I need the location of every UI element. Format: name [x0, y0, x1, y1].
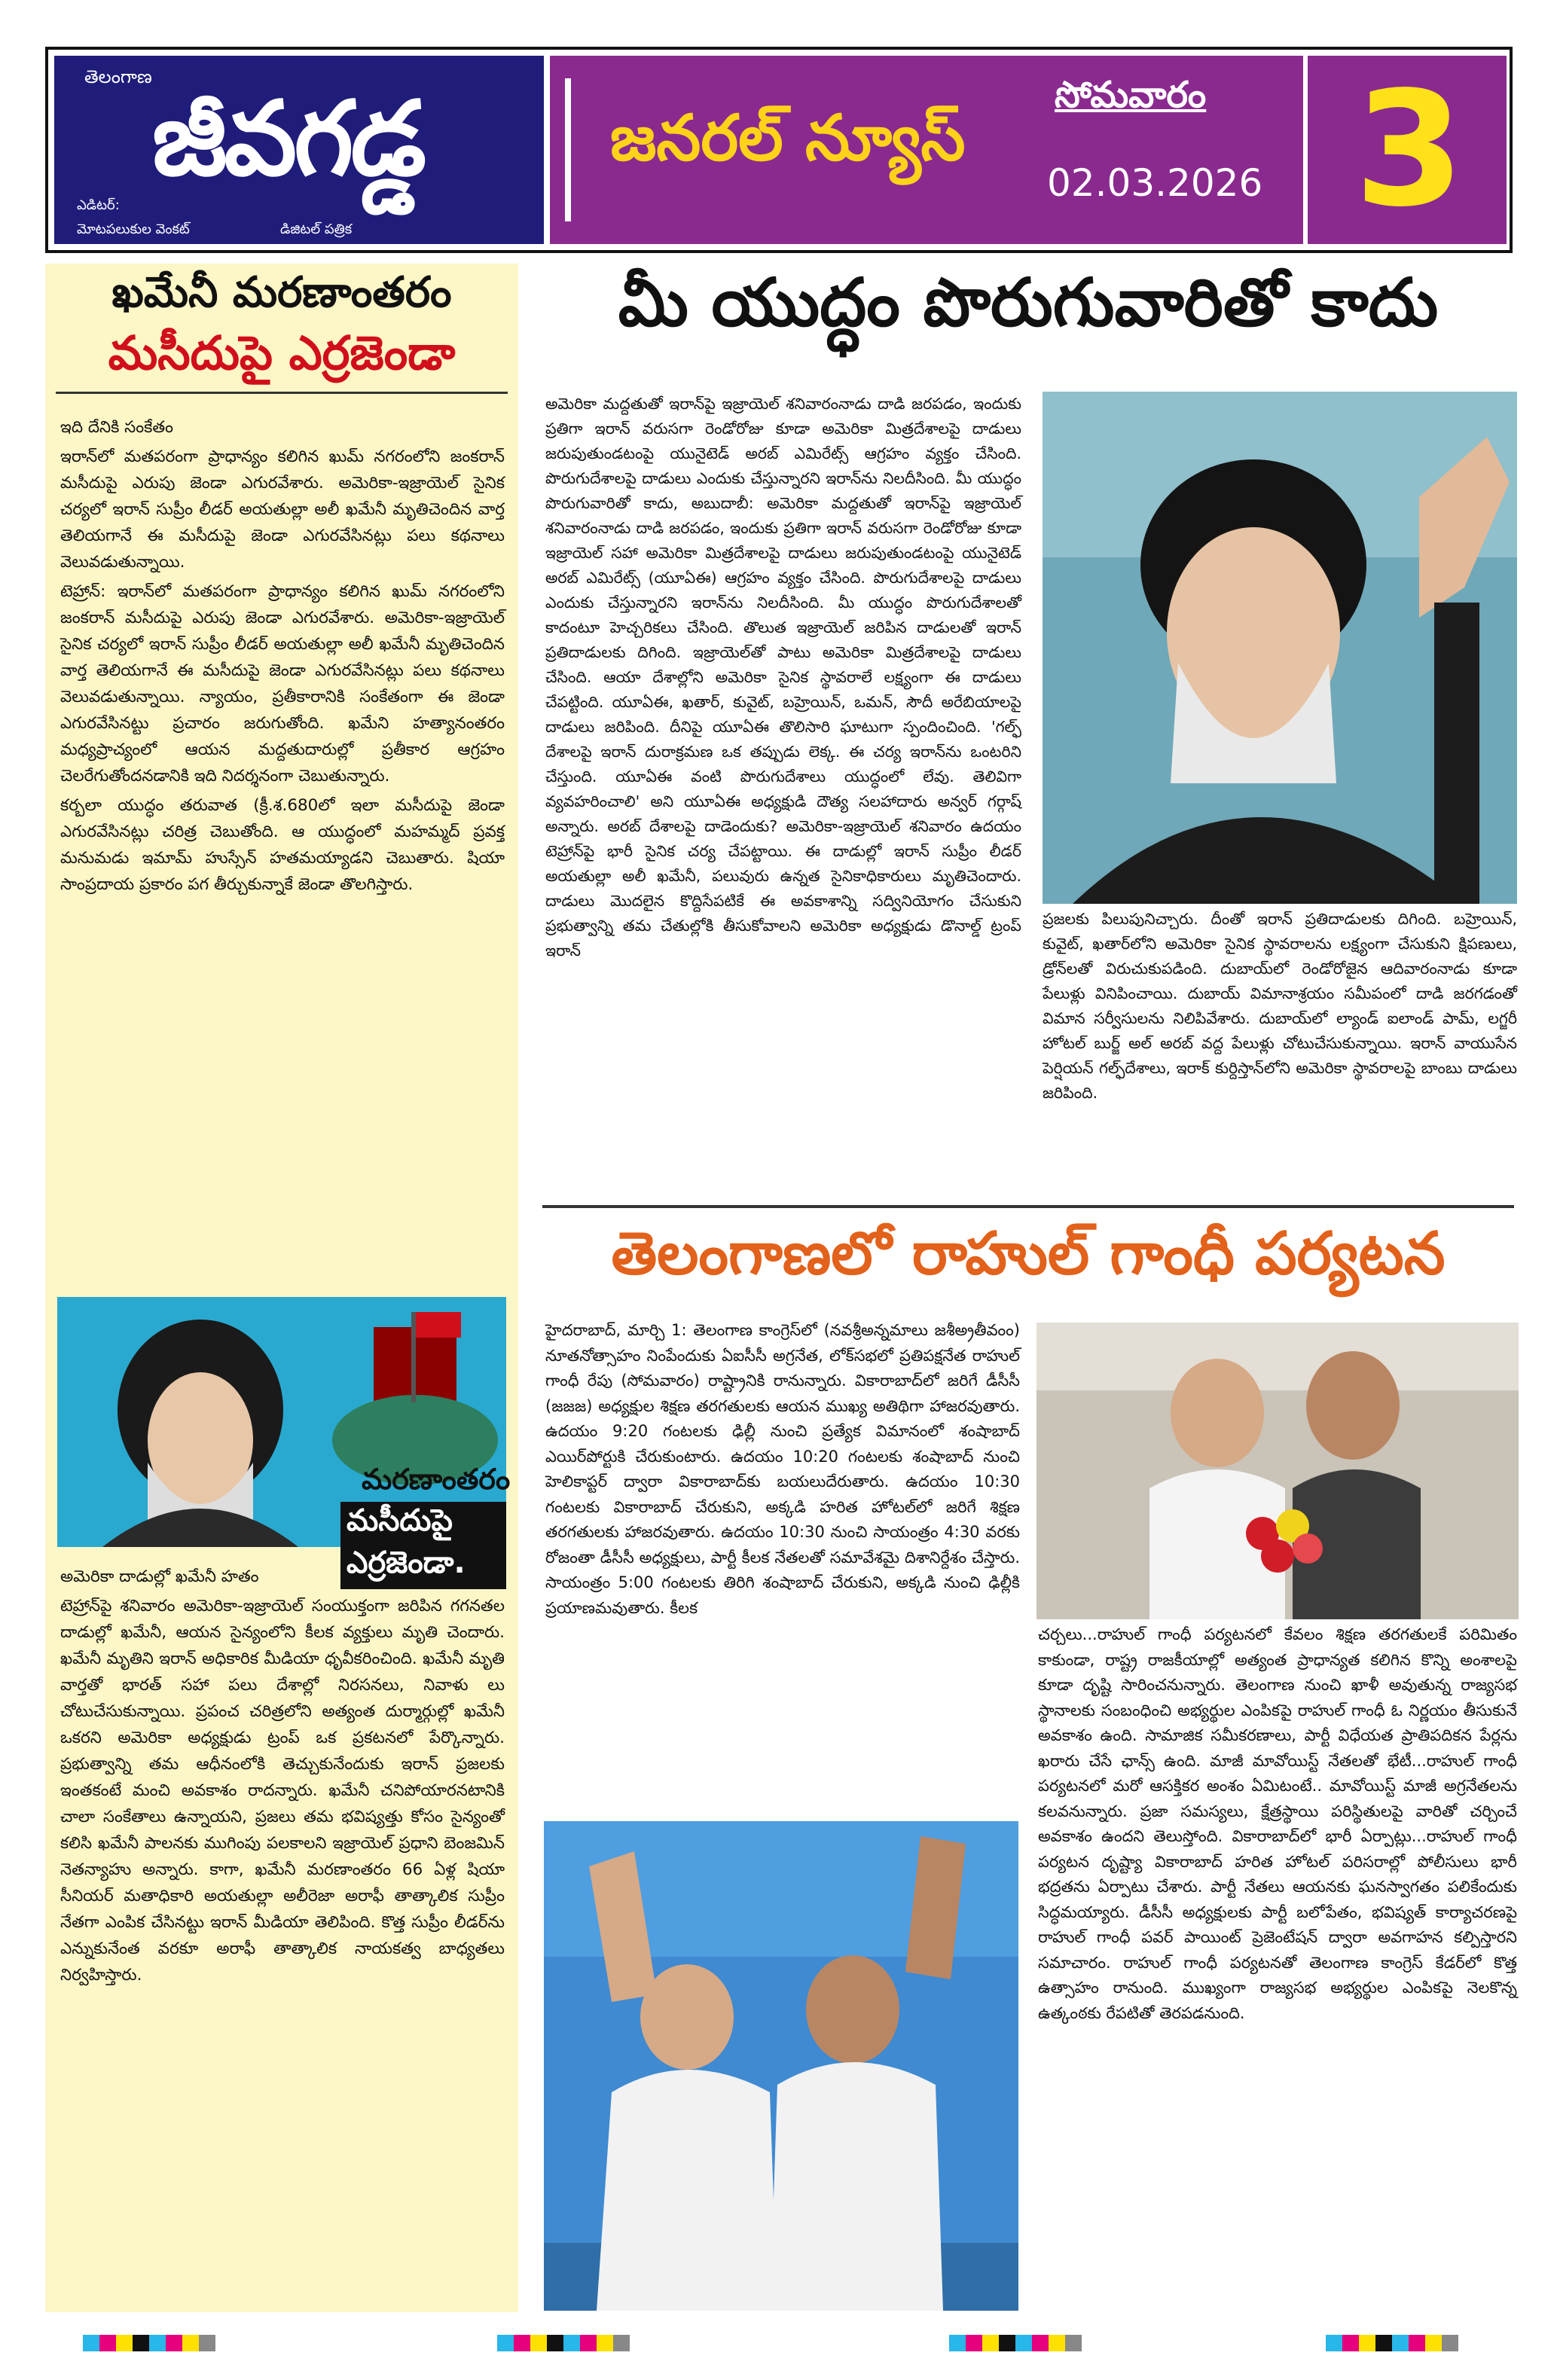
left-para-6: టెహ్రాన్‌పై శనివారం అమెరికా-ఇజ్రాయెల్ సంయుక్తంగా జరిపిన గగనతల దాడుల్లో ఖమేనీ, ఆయన సైన్యంలోని కీలక వ్యక్తులు మృతి చెందారు. ఖమేనీ మృతిని ఇరాన్ అధికారిక మీడియా ధృవీకరించింది. ఖమేనీ మృతి వార్తతో భారత్ సహా పలు దేశాల్లో నిరసనలు, నివాళు లు చోటుచేసుకున్నాయి. ప్రపంచ చరిత్రలోని అత్యంత దుర్మార్గుల్లో ఖమేనీ ఒకరని అమెరికా అధ్యక్షుడు ట్రంప్ ఒక ప్రకటనలో పేర్కొన్నారు. ప్రభుత్వాన్ని తమ ఆధీనంలోకి తెచ్చుకునేందుకు ఇరాన్ ప్రజలకు ఇంతకంటే మంచి అవకాశం రాదన్నారు. ఖమేనీ చనిపోయారనటానికి చాలా సంకేతాలు ఉన్నాయని, ప్రజలు తమ భవిష్యత్తు కోసం సైన్యంతో కలిసి ఖమేనీ పాలనకు ముగింపు పలకాలని ఇజ్రాయెల్ ప్రధాని బెంజమిన్ నెతన్యాహు అన్నారు. కాగా, ఖమేనీ మరణాంతరం 66 ఏళ్ల షియా సీనియర్ మతాధికారి అయతుల్లా అలీరెజా అరాఫీ తాత్కాలిక సుప్రీం నేతగా ఎంపిక చేసినట్టు ఇరాన్ మీడియా తెలిపింది. కొత్త సుప్రీం లీడర్‌ను ఎన్నుకునేంత వరకూ అరాఫీ తాత్కాలిక నాయకత్వ బాధ్యతలు నిర్వహిస్తారు. [60, 1597, 505, 1985]
page-number: 3 [1303, 56, 1511, 244]
story2-headline: తెలంగాణలో రాహుల్ గాంధీ పర్యటన [611, 1220, 1446, 1288]
day-name: సోమవారం [1055, 74, 1207, 116]
khamenei-photo [1043, 392, 1517, 904]
story1-column-1: అమెరికా మద్దతుతో ఇరాన్‌పై ఇజ్రాయెల్ శనివారంనాడు దాడి జరపడం, ఇందుకు ప్రతిగా ఇరాన్ వరుసగా రెండోరోజు కూడా అమెరికా మిత్రదేశాలపై దాడులు జరుపుతుండటంపై యునైటెడ్ అరబ్ ఎమిరేట్స్ ఆగ్రహం వ్యక్తం చేసింది. పొరుగుదేశాలపై దాడులు ఎందుకు చేస్తున్నారని ఇరాన్‌ను నిలదీసింది. మీ యుద్ధం పొరుగువారితో కాదు, అబుదాబీ: అమెరికా మద్దతుతో ఇరాన్‌పై ఇజ్రాయెల్ శనివారంనాడు దాడి జరపడం, ఇందుకు ప్రతిగా ఇరాన్ వరుసగా రెండోరోజు కూడా ఇజ్రాయెల్ సహా అమెరికా మిత్రదేశాలపై దాడులు జరుపుతుండటంపై యునైటెడ్ అరబ్ ఎమిరేట్స్ (యూఏఈ) ఆగ్రహం వ్యక్తం చేసింది. పొరుగుదేశాలపై దాడులు ఎందుకు చేస్తున్నారని ఇరాన్‌ను నిలదీసింది. మీ యుద్ధం పొరుగుదేశాలతో కాదంటూ హెచ్చరికలు చేసింది. తొలుత ఇజ్రాయెల్ జరిపిన దాడులతో ఇరాన్ ప్రతిదాడులకు దిగింది. ఇజ్రాయెల్‌తో పాటు అమెరికా మిత్రదేశాలపై దాడులు చేసింది. ఆయా దేశాల్లోని అమెరికా సైనిక స్థావరాలే లక్ష్యంగా ఈ దాడులు చేపట్టింది. యూఏఈ, ఖతార్, కువైట్, బహ్రెయిన్, ఒమన్, సౌదీ అరేబియాలపై దాడులు జరిపింది. దీనిపై యూఏఈ తొలిసారి ఘాటుగా స్పందించింది. 'గల్ఫ్ దేశాలపై ఇరాన్ దురాక్రమణ ఒక తప్పుడు లెక్క. ఈ చర్య ఇరాన్‌ను ఒంటరిని చేస్తుంది. యూఏఈ వంటి పొరుగుదేశాలు యుద్ధంలో లేవు. తెలివిగా వ్యవహరించాలి' అని యూఏఈ అధ్యక్షుడి దౌత్య సలహాదారు అన్వర్ గర్గాష్ అన్నారు. అరబ్ దేశాలపై దాడెందుకు? అమెరికా-ఇజ్రాయెల్ శనివారం ఉదయం టెహ్రాన్‌పై భారీ సైనిక చర్య చేపట్టాయి. ఈ దాడుల్లో ఇరాన్ సుప్రీం లీడర్ అయతుల్లా అలీ ఖమేనీ, పలువురు ఉన్నత సైనికాధికారులు మృతిచెందారు. దాడులు మొదలైన కొద్దిసేపటికే ఈ అవకాశాన్ని సద్వినియోగం చేసుకుని ప్రభుత్వాన్ని తమ చేతుల్లోకి తీసుకోవాలని అమెరికా అధ్యక్షుడు డొనాల్డ్ ట్రంప్ ఇరాన్ [545, 395, 1021, 960]
color-registration-strip [497, 2335, 630, 2354]
brand-block [54, 56, 544, 244]
left-headline-line2: మసీదుపై ఎర్రజెండా [108, 325, 456, 380]
left-para-4: కర్బలా యుద్ధం తరువాత (క్రీ.శ.680లో ఇలా మసీదుపై జెండా ఎగురవేసినట్లు చరిత్ర చెబుతోంది. ఆ యుద్ధంలో మహమ్మద్ ప్రవక్త మనుమడు ఇమామ్ హుస్సేన్ హతమయ్యాడని చెబుతారు. షియా సాంప్రదాయ ప్రకారం పగ తీర్చుకున్నాకే జెండా తొలగిస్తారు. [60, 796, 505, 894]
left-article-top [60, 414, 505, 901]
color-registration-strip [949, 2335, 1082, 2354]
section-title: జనరల్ న్యూస్ [610, 101, 966, 175]
left-para-2: ఇరాన్‌లో మతపరంగా ప్రాధాన్యం కలిగిన ఖుమ్ నగరంలోని జంకరాన్ మసీదుపై ఎరుపు జెండా ఎగురవేశారు. అమెరికా-ఇజ్రాయెల్ సైనిక చర్యలో ఇరాన్ సుప్రీం లీడర్ అయతుల్లా అలీ ఖమేనీ మృతిచెందిన వార్త తెలియగానే ఈ మసీదుపై జెండా ఎగురవేసినట్లు పలు కథనాలు వెలువడుతున్నాయి. [60, 447, 505, 572]
left-para-5: అమెరికా దాడుల్లో ఖమేనీ హతం [60, 1567, 259, 1586]
color-registration-strip [1326, 2335, 1458, 2354]
newspaper-logo: జీవగడ్డ [152, 78, 424, 199]
left-article-bottom [60, 1564, 505, 1991]
photo-overlay-subtitle: మసీదుపై ఎర్రజెండా. [340, 1502, 506, 1589]
left-column [45, 264, 518, 2312]
story1-column-2: ప్రజలకు పిలుపునిచ్చారు. దీంతో ఇరాన్ ప్రతిదాడులకు దిగింది. బహ్రెయిన్, కువైట్, ఖతార్‌లోని అమెరికా సైనిక స్థావరాలను లక్ష్యంగా చేసుకుని క్షిపణులు, డ్రోన్‌లతో విరుచుకుపడింది. దుబాయ్‌లో రెండోరోజైన ఆదివారంనాడు కూడా పేలుళ్లు వినిపించాయి. దుబాయ్ విమానాశ్రయం సమీపంలో దాడి జరగడంతో విమాన సర్వీసులను నిలిపివేశారు. దుబాయ్‌లో ల్యాండ్ ఐలాండ్ పామ్, లగ్జరీ హోటల్ బుర్జ్ అల్ అరబ్ వద్ద పేలుళ్లు చోటుచేసుకున్నాయి. ఇరాన్ వాయుసేన పెర్షియన్ గల్ఫ్‌దేశాలు, ఇరాక్ కుర్దిస్తాన్‌లోని అమెరికా స్థావరాలపై బాంబు దాడులు జరిపింది. [1043, 910, 1517, 1102]
rahul-revanth-waving-photo [544, 1821, 1018, 2311]
left-headline-line1: ఖమేనీ మరణాంతరం [111, 268, 452, 317]
left-divider [56, 392, 508, 394]
editor-name: మోటపలుకుల వెంకట్ [77, 221, 190, 237]
issue-date: 02.03.2026 [1047, 161, 1263, 205]
section-band [550, 56, 1507, 244]
photo-overlay-title: మరణాంతరం [362, 1463, 511, 1496]
band-divider [565, 78, 571, 221]
color-registration-strip [83, 2335, 215, 2354]
editor-label: ఎడిటర్: [77, 197, 120, 213]
story2-column-1: హైదరాబాద్, మార్చి 1: తెలంగాణ కాంగ్రెస్‌లో (నవశ్రీఅన్నమాలు జశీఅ్రతీవంం) నూతనోత్సాహం నింపేందుకు ఏఐసీసీ అగ్రనేత, లోక్‌సభలో ప్రతిపక్షనేత రాహుల్ గాంధీ రేపు (సోమవారం) రాష్ట్రానికి రానున్నారు. వికారాబాద్‌లో జరిగే డీసీసీ (జజజ) అధ్యక్షుల శిక్షణ తరగతులకు ఆయన ముఖ్య అతిథిగా హాజరవుతారు. ఉదయం 9:20 గంటలకు ఢిల్లీ నుంచి ప్రత్యేక విమానంలో శంషాబాద్ ఎయిర్‌పోర్టుకి చేరుకుంటారు. ఉదయం 10:20 గంటలకు శంషాబాద్ నుంచి హెలికాప్టర్ ద్వారా వికారాబాద్‌కు బయలుదేరుతారు. ఉదయం 10:30 గంటలకు వికారాబాద్ చేరుకుని, అక్కడి హరిత హోటల్‌లో జరిగే శిక్షణ తరగతులకు హాజరవుతారు. ఉదయం 10:30 నుంచి సాయంత్రం 4:30 వరకు రోజంతా డీసీసీ అధ్యక్షులు, పార్టీ కీలక నేతలతో సమావేశమై దిశానిర్దేశం చేస్తారు. సాయంత్రం 5:00 గంటలకు తిరిగి శంషాబాద్ చేరుకుని, అక్కడి నుంచి ఢిల్లీకి ప్రయాణమవుతారు. కీలక [545, 1321, 1020, 1617]
story1-headline: మీ యుద్ధం పొరుగువారితో కాదు [618, 264, 1439, 341]
story2-column-2: చర్చలు...రాహుల్ గాంధీ పర్యటనలో కేవలం శిక్షణ తరగతులకే పరిమితం కాకుండా, రాష్ట్ర రాజకీయాల్లో అత్యంత ప్రాధాన్యత కలిగిన కొన్ని అంశాలపై కూడా దృష్టి సారించనున్నారు. తెలంగాణ నుంచి ఖాళీ అవుతున్న రాజ్యసభ స్థానాలకు సంబంధించి అభ్యర్థుల ఎంపికపై రాహుల్ గాంధీ ఓ నిర్ణయం తీసుకునే అవకాశం ఉంది. సామాజిక సమీకరణాలు, పార్టీ విధేయత ప్రాతిపదికన పేర్లను ఖరారు చేసే ఛాన్స్ ఉంది. మాజీ మావోయిస్ట్ నేతలతో భేటీ...రాహుల్ గాంధీ పర్యటనలో మరో ఆసక్తికర అంశం ఏమిటంటే.. మావోయిస్ట్ మాజీ అగ్రనేతలను కలవనున్నారు. ప్రజా సమస్యలు, క్షేత్రస్థాయి పరిస్థితులపై వారితో చర్చించే అవకాశం ఉందని తెలుస్తోంది. వికారాబాద్‌లో భారీ ఏర్పాట్లు...రాహుల్ గాంధీ పర్యటన దృష్ట్యా వికారాబాద్ హరిత హోటల్ పరిసరాల్లో పోలీసులు భారీ భద్రతను ఏర్పాటు చేశారు. పార్టీ నేతలు ఆయనకు ఘనస్వాగతం పలికేందుకు సిద్ధమయ్యారు. డీసీసీ అధ్యక్షులకు పార్టీ బలోపేతం, భవిష్యత్ కార్యాచరణపై రాహుల్ గాంధీ పవర్ పాయింట్ ప్రెజెంటేషన్ ద్వారా అవగాహన కల్పిస్తారని సమాచారం. రాహుల్ గాంధీ పర్యటనతో తెలంగాణ కాంగ్రెస్ కేడర్‌లో కొత్త ఉత్సాహం రానుంది. ముఖ్యంగా రాజ్యసభ అభ్యర్థుల ఎంపికపై నెలకొన్న ఉత్కంఠకు రేపటితో తెరపడనుంది. [1038, 1625, 1517, 2022]
edition-label: డిజిటల్ పత్రిక [280, 221, 353, 237]
rahul-revanth-bouquet-photo [1036, 1323, 1519, 1619]
story-divider [542, 1205, 1514, 1208]
left-para-1: ఇది దేనికి సంకేతం [60, 418, 174, 437]
left-para-3: టెహ్రాన్: ఇరాన్‌లో మతపరంగా ప్రాధాన్యం కలిగిన ఖుమ్ నగరంలోని జంకరాన్ మసీదుపై ఎరుపు జెండా ఎగురవేశారు. అమెరికా-ఇజ్రాయెల్ సైనిక చర్యలో ఇరాన్ సుప్రీం లీడర్ అయతుల్లా అలీ ఖమేనీ మృతిచెందిన వార్త తెలియగానే ఈ మసీదుపై జెండా ఎగురవేసినట్లు పలు కథనాలు వెలువడుతున్నాయి. న్యాయం, ప్రతీకారానికి సంకేతంగా ఈ జెండా ఎగురవేసినట్టు ప్రచారం జరుగుతోంది. ఖమేని హత్యానంతరం మధ్యప్రాచ్యంలో ఆయన మద్దతుదారుల్లో ప్రతీకార ఆగ్రహం చెలరేగుతోందనడానికి ఇది నిదర్శనంగా చెబుతున్నారు. [60, 582, 505, 786]
masthead [45, 47, 1513, 253]
masthead-kicker: తెలంగాణ [84, 66, 152, 87]
